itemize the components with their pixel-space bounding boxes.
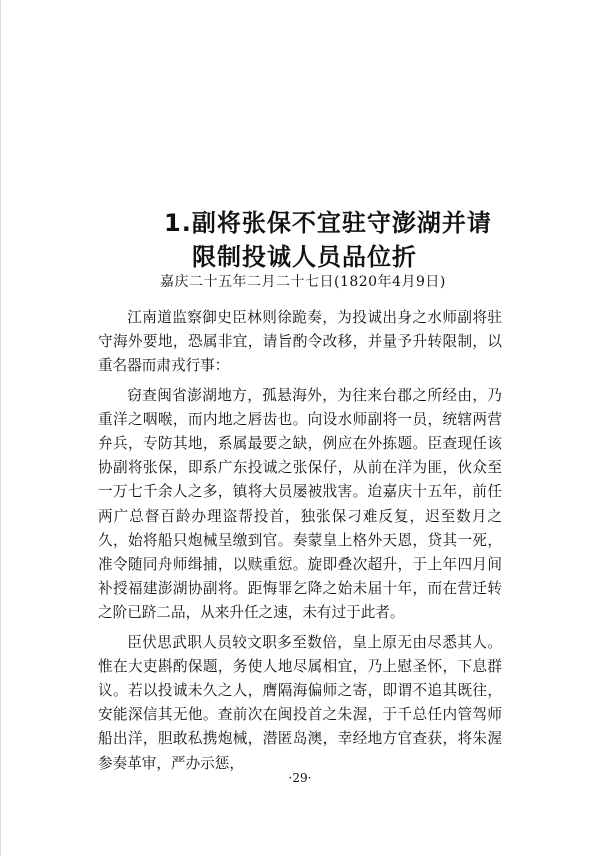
document-date: 嘉庆二十五年二月二十七日(1820年4月9日) <box>160 274 446 290</box>
paragraph: 窃查闽省澎湖地方，孤悬海外，为往来台郡之所经由，乃重洋之咽喉，而内地之唇齿也。向设水师副将一员，统辖两营弁兵，专防其地，系属最要之缺，例应在外拣题。臣查现任该协副将张保，即系广东投诚之张保仔，从前在洋为匪，伙众至一万七千余人之多，镇将大员屡被戕害。迨嘉庆十五年，前任两广总督百龄办理盗帮投首，独张保刁难反复，迟至数月之久，始将船只炮械呈缴到官。奏蒙皇上格外天恩，贷其一死，准令随同舟师缉捕，以赎重愆。旋即叠次超升，于上年四月间补授福建澎湖协副将。距悔罪乞降之始未届十年，而在营迁转之阶已跻二品，从来升任之速，未有过于此者。 <box>98 386 502 622</box>
paragraph: 江南道监察御史臣林则徐跪奏，为投诚出身之水师副将驻守海外要地，恐属非宜，请旨酌令改移，并量予升转限制，以重名器而肃戎行事： <box>98 309 502 375</box>
document-title <box>0 206 600 274</box>
title-line-2: 限制投诚人员品位折 <box>192 243 417 271</box>
document-body <box>98 306 502 781</box>
title-line-1: 1.副将张保不宜驻守澎湖并请 <box>164 209 492 237</box>
page-number: ·29· <box>288 771 312 785</box>
paragraph: 臣伏思武职人员较文职多至数倍，皇上原无由尽悉其人。惟在大吏斟酌保题，务使人地尽属相宜，乃上慰圣怀，下息群议。若以投诚未久之人，膺隔海偏师之寄，即谓不追其既往，安能深信其无他。查前次在闽投首之朱渥，于千总任内管驾师船出洋，胆敢私携炮械，潜匿岛澳，幸经地方官查获，将朱渥参奏革审，严办示惩， <box>98 633 502 772</box>
